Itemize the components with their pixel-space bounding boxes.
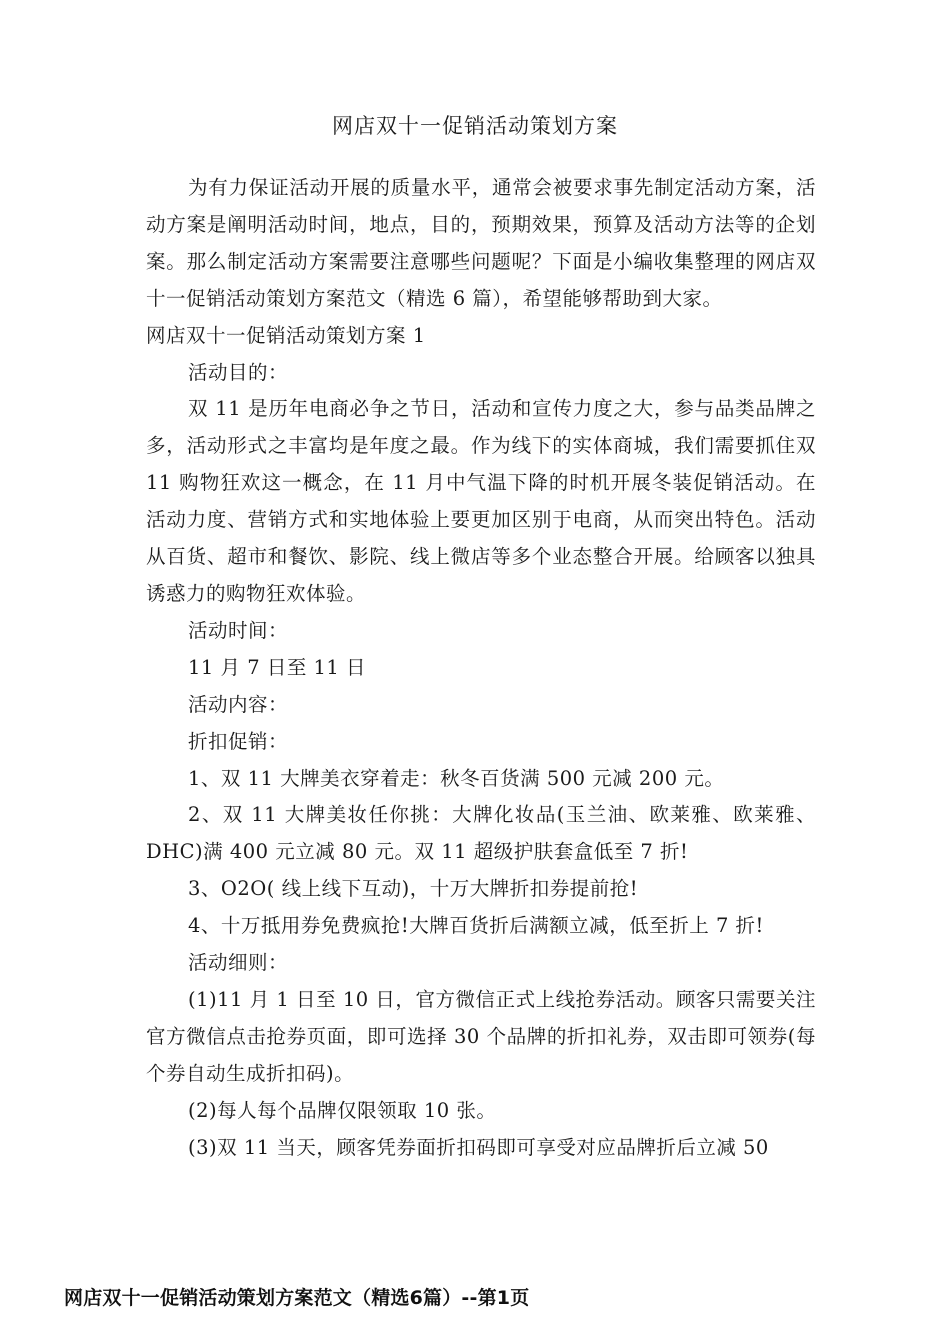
list-item: 2、双 11 大牌美妆任你挑：大牌化妆品(玉兰油、欧莱雅、欧莱雅、DHC)满 400 元立减 80 元。双 11 超级护肤套盒低至 7 折! (146, 803, 816, 864)
paragraph-label: 折扣促销： (188, 729, 289, 753)
paragraph-label: 活动细则： (188, 951, 289, 975)
page-footer: 网店双十一促销活动策划方案范文（精选6篇）--第1页 (64, 1287, 530, 1309)
paragraph-label: 活动目的： (188, 360, 289, 384)
paragraph-label: 活动内容： (188, 692, 289, 716)
list-item: 3、O2O( 线上线下互动)，十万大牌折扣券提前抢! (188, 877, 639, 901)
document-title: 网店双十一促销活动策划方案 (332, 114, 618, 138)
body-paragraph: 11 月 7 日至 11 日 (188, 655, 367, 679)
rule-item: (1)11 月 1 日至 10 日，官方微信正式上线抢券活动。顾客只需要关注官方微信点击抢券页面，即可选择 30 个品牌的折扣礼券，双击即可领券(每个券自动生成折扣码)。 (146, 987, 816, 1085)
list-item: 4、十万抵用券免费疯抢!大牌百货折后满额立减，低至折上 7 折! (188, 914, 764, 938)
section-heading: 网店双十一促销活动策划方案 1 (146, 323, 426, 347)
document-body (146, 170, 816, 1166)
rule-item: (3)双 11 当天，顾客凭券面折扣码即可享受对应品牌折后立减 50 (188, 1135, 769, 1159)
intro-paragraph: 为有力保证活动开展的质量水平，通常会被要求事先制定活动方案，活动方案是阐明活动时间，地点，目的，预期效果，预算及活动方法等的企划案。那么制定活动方案需要注意哪些问题呢？下面是小编收集整理的网店双十一促销活动策划方案范文（精选 6 篇），希望能够帮助到大家。 (146, 176, 816, 310)
body-paragraph: 双 11 是历年电商必争之节日，活动和宣传力度之大，参与品类品牌之多，活动形式之丰富均是年度之最。作为线下的实体商城，我们需要抓住双 11 购物狂欢这一概念，在 11 月中气温下降的时机开展冬装促销活动。在活动力度、营销方式和实地体验上要更加区别于电商，从而突出特色。活动从百货、超市和餐饮、影院、线上微店等多个业态整合开展。给顾客以独具诱惑力的购物狂欢体验。 (146, 397, 816, 605)
rule-item: (2)每人每个品牌仅限领取 10 张。 (188, 1098, 497, 1122)
list-item: 1、双 11 大牌美衣穿着走：秋冬百货满 500 元减 200 元。 (188, 766, 725, 790)
paragraph-label: 活动时间： (188, 618, 289, 642)
